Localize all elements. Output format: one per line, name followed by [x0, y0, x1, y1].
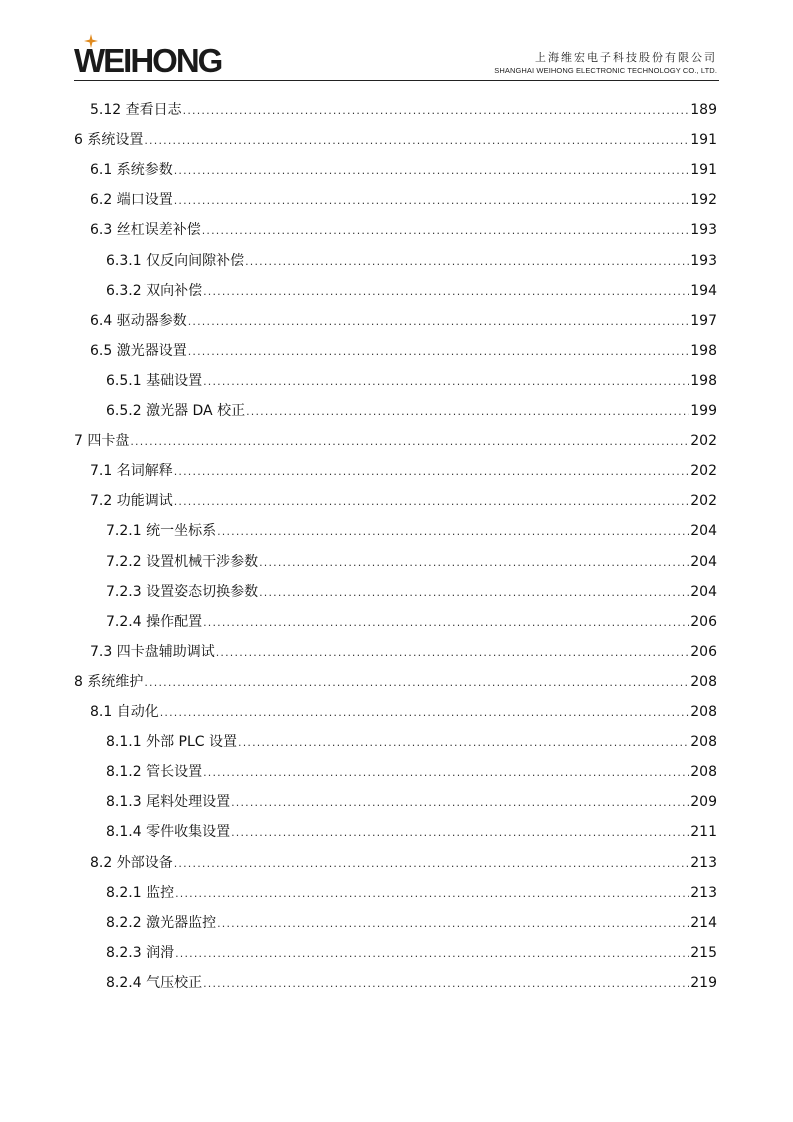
company-name-en: SHANGHAI WEIHONG ELECTRONIC TECHNOLOGY CO., LTD.	[494, 66, 717, 75]
dot-leader	[160, 698, 690, 728]
toc-entry-page: 206	[690, 643, 717, 660]
dot-leader	[183, 96, 690, 126]
toc-entry-title: 7.2.1 统一坐标系	[106, 523, 217, 540]
toc-entry-page: 194	[690, 282, 717, 299]
toc-entry[interactable]	[74, 125, 717, 155]
toc-entry[interactable]	[90, 848, 717, 878]
toc-entry[interactable]	[90, 215, 717, 245]
toc-entry[interactable]	[106, 727, 717, 757]
dot-leader	[216, 638, 690, 668]
dot-leader	[188, 337, 690, 367]
toc-entry-page: 214	[690, 914, 717, 931]
toc-entry-title: 8.2 外部设备	[90, 854, 173, 871]
toc-entry-title: 6.5.2 激光器 DA 校正	[106, 403, 246, 419]
toc-entry-page: 202	[690, 463, 717, 480]
toc-entry-page: 202	[690, 433, 717, 450]
toc-entry[interactable]	[106, 246, 717, 276]
toc-entry-title: 7.2.4 操作配置	[106, 613, 203, 630]
dot-leader	[144, 668, 689, 698]
toc-entry-page: 213	[690, 884, 717, 901]
dot-leader	[245, 247, 689, 277]
dot-leader	[130, 427, 689, 457]
toc-entry[interactable]	[106, 607, 717, 637]
toc-entry-page: 208	[690, 764, 717, 781]
company-name-cn: 上海维宏电子科技股份有限公司	[535, 51, 717, 64]
toc-entry-title: 7.2.3 设置姿态切换参数	[106, 583, 259, 600]
dot-leader	[188, 307, 690, 337]
toc-entry[interactable]	[106, 787, 717, 817]
toc-entry-title: 8.1.2 管长设置	[106, 764, 203, 781]
toc-entry-title: 8.1.1 外部 PLC 设置	[106, 734, 237, 751]
toc-entry[interactable]	[90, 486, 717, 516]
toc-entry[interactable]	[106, 547, 717, 577]
toc-entry[interactable]	[90, 336, 717, 366]
toc-entry-page: 198	[690, 342, 717, 359]
toc-entry-page: 204	[690, 523, 717, 540]
dot-leader	[231, 788, 689, 818]
dot-leader	[175, 879, 689, 909]
toc-entry-title: 6.5 激光器设置	[90, 342, 187, 359]
toc-entry-page: 197	[690, 312, 717, 329]
toc-entry[interactable]	[90, 697, 717, 727]
toc-entry-title: 5.12 查看日志	[90, 102, 182, 118]
dot-leader	[174, 849, 690, 879]
toc-entry[interactable]	[90, 637, 717, 667]
toc-entry[interactable]	[106, 817, 717, 847]
toc-entry-title: 8.2.4 气压校正	[106, 974, 203, 991]
toc-entry-page: 193	[690, 222, 717, 239]
toc-entry[interactable]	[106, 577, 717, 607]
dot-leader	[203, 367, 689, 397]
toc-entry[interactable]	[106, 516, 717, 546]
toc-entry-page: 209	[690, 794, 717, 811]
toc-entry-title: 7.1 名词解释	[90, 463, 173, 480]
toc-entry-title: 8 系统维护	[74, 673, 144, 690]
toc-entry[interactable]	[106, 366, 717, 396]
toc-entry[interactable]	[106, 908, 717, 938]
dot-leader	[203, 758, 689, 788]
toc-entry[interactable]	[90, 95, 717, 125]
dot-leader	[174, 457, 690, 487]
dot-leader	[217, 517, 689, 547]
weihong-logo	[74, 40, 264, 80]
toc-entry-page: 208	[690, 704, 717, 720]
toc-entry-page: 208	[690, 734, 717, 751]
dot-leader	[175, 939, 689, 969]
toc-entry[interactable]	[106, 968, 717, 998]
dot-leader	[203, 608, 689, 638]
dot-leader	[174, 156, 690, 186]
logo-text: WEIHONG	[74, 42, 222, 79]
toc-entry-page: 199	[690, 403, 717, 419]
toc-entry-page: 213	[690, 854, 717, 871]
dot-leader	[231, 818, 689, 848]
toc-entry-title: 6.4 驱动器参数	[90, 312, 187, 329]
toc-entry[interactable]	[90, 155, 717, 185]
toc-entry-page: 204	[690, 553, 717, 570]
toc-entry-title: 7.2 功能调试	[90, 493, 173, 510]
toc-entry[interactable]	[106, 878, 717, 908]
toc-entry-title: 8.2.3 润滑	[106, 944, 175, 961]
toc-entry-page: 202	[690, 493, 717, 510]
toc-entry-page: 193	[690, 252, 717, 269]
header-rule	[74, 80, 719, 81]
dot-leader	[202, 216, 690, 246]
toc-entry[interactable]	[74, 667, 717, 697]
toc-entry-title: 6.1 系统参数	[90, 162, 173, 179]
toc-entry-title: 8.1.3 尾料处理设置	[106, 794, 231, 811]
toc-entry-title: 6.3.1 仅反向间隙补偿	[106, 252, 245, 269]
toc-entry[interactable]	[90, 185, 717, 215]
toc-entry[interactable]	[106, 757, 717, 787]
dot-leader	[203, 969, 689, 999]
toc-entry-page: 215	[690, 944, 717, 961]
toc-entry-title: 8.2.1 监控	[106, 884, 175, 901]
toc-entry[interactable]	[106, 938, 717, 968]
toc-entry-page: 198	[690, 372, 717, 389]
toc-entry-page: 189	[690, 102, 717, 118]
toc-entry[interactable]	[90, 306, 717, 336]
toc-entry-page: 191	[690, 162, 717, 179]
toc-entry-title: 6.5.1 基础设置	[106, 372, 203, 389]
toc-entry-page: 191	[690, 132, 717, 149]
toc-entry-title: 7 四卡盘	[74, 433, 130, 450]
toc-entry-title: 8.2.2 激光器监控	[106, 914, 217, 931]
page-header	[0, 0, 793, 82]
toc-entry-page: 192	[690, 192, 717, 209]
dot-leader	[217, 909, 689, 939]
toc-entry-title: 7.3 四卡盘辅助调试	[90, 643, 215, 660]
toc-entry-title: 6.2 端口设置	[90, 192, 173, 209]
toc-entry-title: 6.3 丝杠误差补偿	[90, 222, 201, 239]
dot-leader	[203, 277, 689, 307]
toc-entry-page: 211	[690, 824, 717, 841]
toc-entry[interactable]	[106, 276, 717, 306]
toc-entry-title: 7.2.2 设置机械干涉参数	[106, 553, 259, 570]
toc-entry-title: 8.1.4 零件收集设置	[106, 824, 231, 841]
toc-entry-page: 219	[690, 974, 717, 991]
toc-entry[interactable]	[74, 426, 717, 456]
toc-entry[interactable]	[106, 396, 717, 426]
toc-entry-title: 6 系统设置	[74, 132, 144, 149]
toc-entry[interactable]	[90, 456, 717, 486]
dot-leader	[174, 487, 690, 517]
dot-leader	[174, 186, 690, 216]
toc-entry-page: 204	[690, 583, 717, 600]
toc-entry-page: 208	[690, 673, 717, 690]
dot-leader	[259, 548, 689, 578]
dot-leader	[246, 397, 689, 427]
toc-entry-title: 8.1 自动化	[90, 704, 159, 720]
dot-leader	[238, 728, 689, 758]
dot-leader	[144, 126, 689, 156]
dot-leader	[259, 578, 689, 608]
toc-entry-title: 6.3.2 双向补偿	[106, 282, 203, 299]
toc-entry-page: 206	[690, 613, 717, 630]
